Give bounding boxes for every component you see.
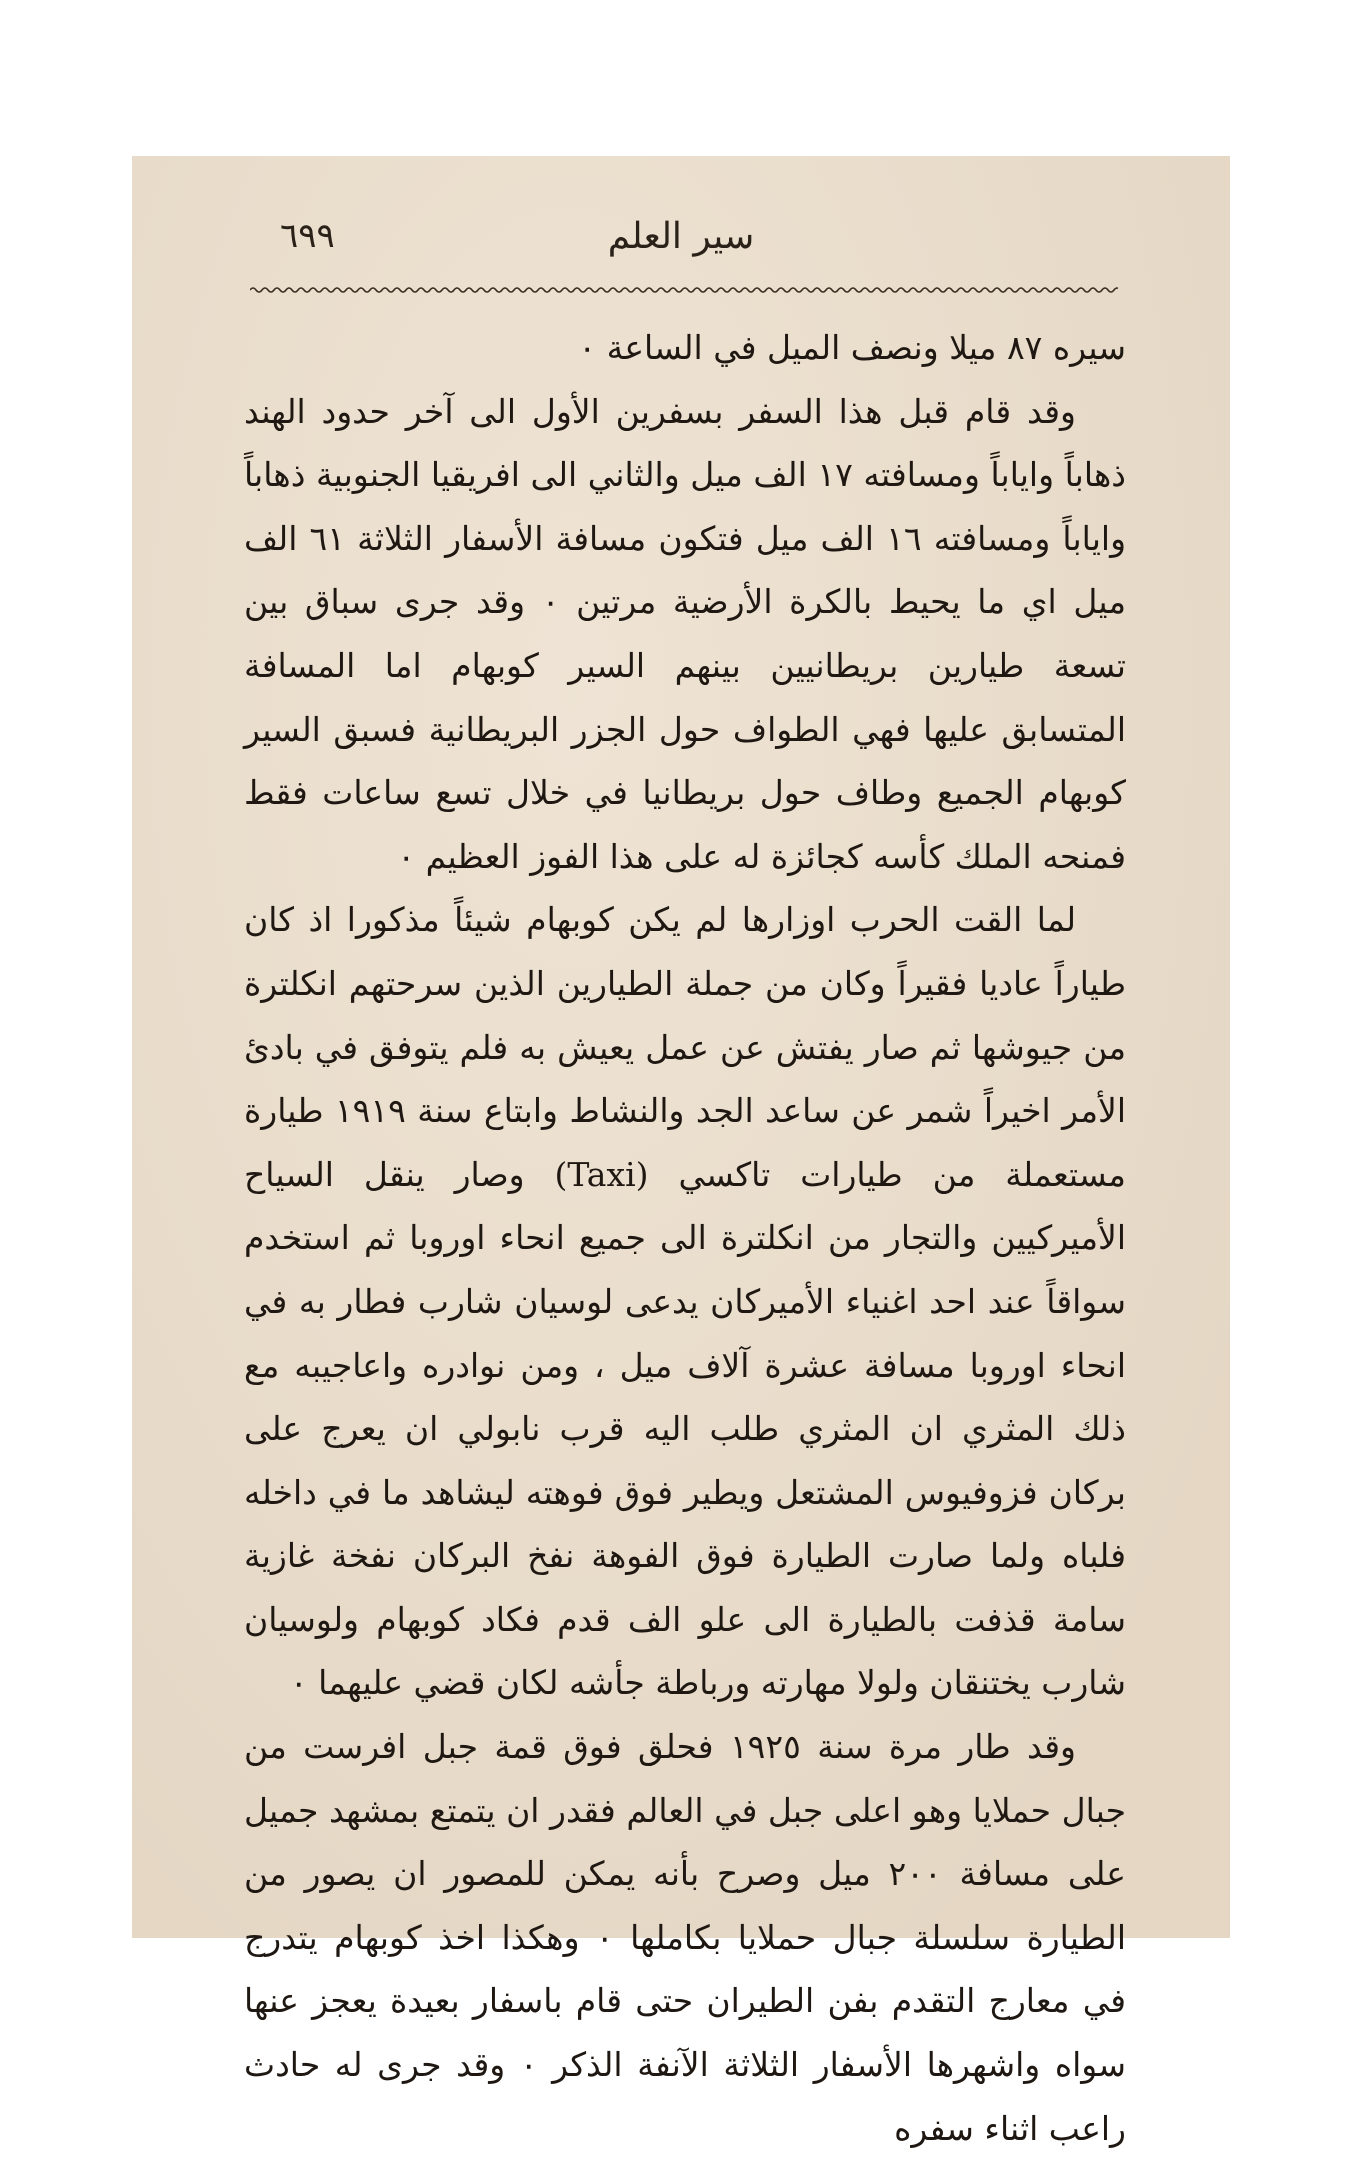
paragraph: وقد قام قبل هذا السفر بسفرين الأول الى آخر حدود الهند ذهاباً واياباً ومسافته ١٧ الف ميل والثاني الى افريقيا الجنوبية ذهاباً واياباً ومسافته ١٦ الف ميل فتكون مسافة الأسفار الثلاثة ٦١ الف ميل اي ما يحيط بالكرة الأرضية مرتين ٠ وقد جرى سباق بين تسعة طيارين بريطانيين بينهم السير كوبهام اما المسافة المتسابق عليها فهي الطواف حول الجزر البريطانية فسبق السير كوبهام الجميع وطاف حول بريطانيا في خلال تسع ساعات فقط فمنحه الملك كأسه كجائزة له على هذا الفوز العظيم ٠ (244, 391, 1127, 876)
page-header (132, 216, 1230, 276)
wavy-rule (250, 284, 1118, 296)
book-page (132, 156, 1230, 2148)
paragraph: لما القت الحرب اوزارها لم يكن كوبهام شيئاً مذكورا اذ كان طياراً عاديا فقيراً وكان من جملة الطيارين الذين سرحتهم انكلترة من جيوشها ثم صار يفتش عن عمل يعيش به فلم يتوفق في بادئ الأمر اخيراً شمر عن ساعد الجد والنشاط وابتاع سنة ١٩١٩ طيارة مستعملة من طيارات تاكسي (Taxi) وصار ينقل السياح الأميركيين والتجار من انكلترة الى جميع انحاء اوروبا ثم استخدم سواقاً عند احد اغنياء الأميركان يدعى لوسيان شارب فطار به في انحاء اوروبا مسافة عشرة آلاف ميل ، ومن نوادره واعاجيبه مع ذلك المثري ان المثري طلب اليه قرب نابولي ان يعرج على بركان فزوفيوس المشتعل ويطير فوق فوهته ليشاهد ما في داخله فلباه ولما صارت الطيارة فوق الفوهة نفخ البركان نفخة غازية سامة قذفت بالطيارة الى علو الف قدم فكاد كوبهام ولوسيان شارب يختنقان ولولا مهارته ورباطة جأشه لكان قضي عليهما ٠ (244, 900, 1126, 1703)
paragraph: وقد طار مرة سنة ١٩٢٥ فحلق فوق قمة جبل افرست من جبال حملايا وهو اعلى جبل في العالم فقدر ان يتمتع بمشهد جميل على مسافة ٢٠٠ ميل وصرح بأنه يمكن للمصور ان يصور من الطيارة سلسلة جبال حملايا بكاملها ٠ وهكذا اخذ كوبهام يتدرج في معارج التقدم بفن الطيران حتى قام باسفار بعيدة يعجز عنها سواه واشهرها الأسفار الثلاثة الآنفة الذكر ٠ وقد جرى له حادث راعب اثناء سفره (244, 1727, 1126, 2148)
running-title: سير العلم (607, 216, 755, 257)
page-number: ٦٩٩ (280, 216, 335, 256)
paragraph: سيره ٨٧ ميلا ونصف الميل في الساعة ٠ (578, 328, 1126, 367)
body-text (244, 316, 1126, 2160)
